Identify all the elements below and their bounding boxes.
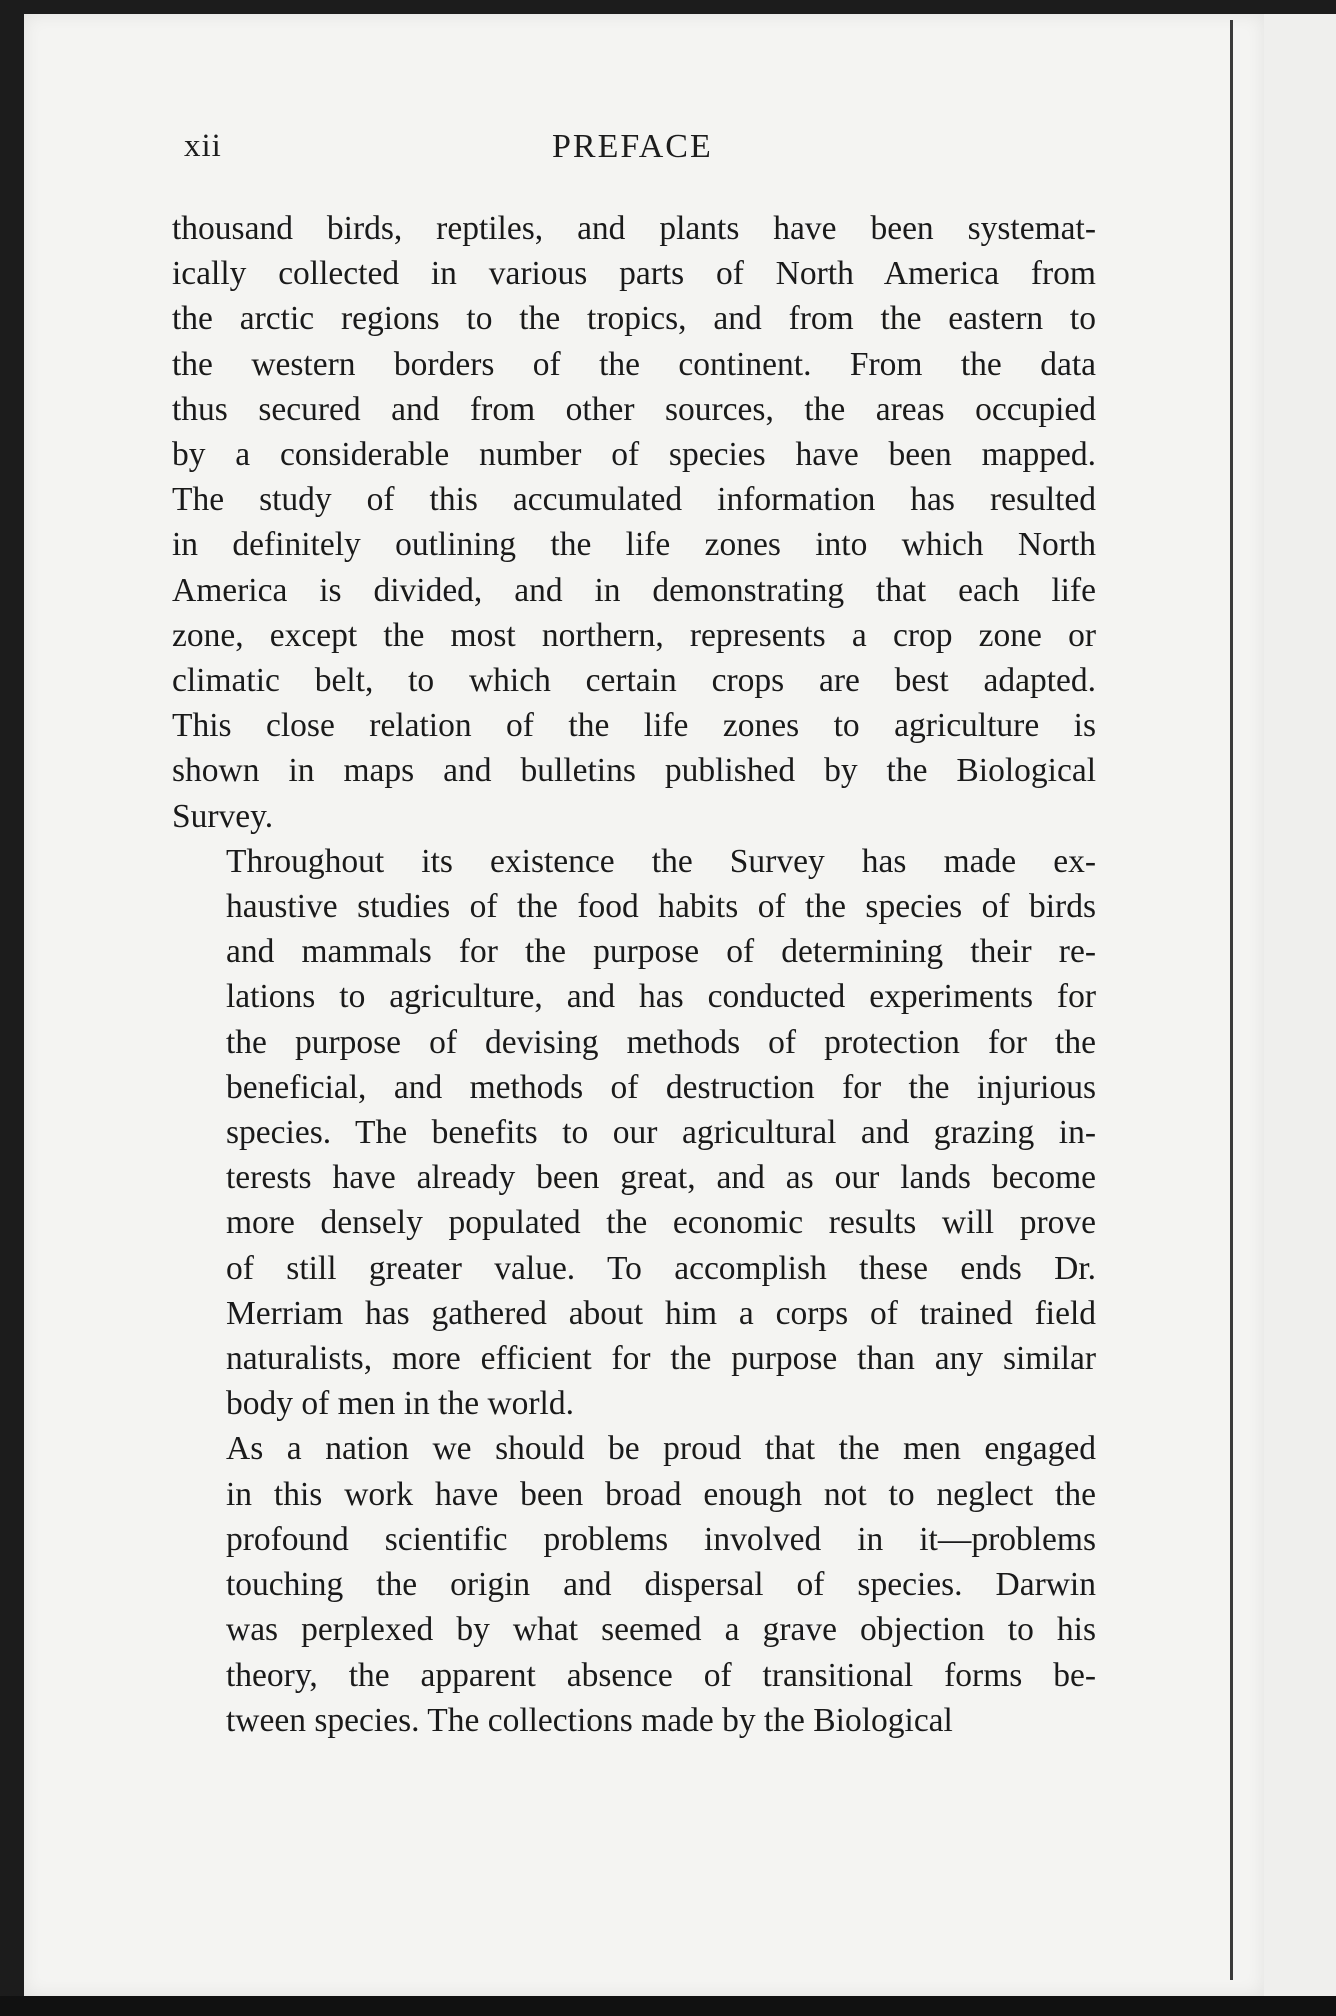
text-line: and mammals for the purpose of determining their re- <box>226 933 1096 971</box>
text-line: tween species. The collections made by the Biological <box>226 1701 953 1739</box>
text-line: Merriam has gathered about him a corps of trained field <box>226 1294 1096 1332</box>
text-line: profound scientific problems involved in it—problems <box>226 1520 1096 1558</box>
text-line: the western borders of the continent. From the data <box>172 345 1096 383</box>
text-line: thousand birds, reptiles, and plants have been systemat- <box>172 210 1096 247</box>
text-line: was perplexed by what seemed a grave objection to his <box>226 1611 1096 1649</box>
paragraph <box>172 839 1096 1427</box>
text-line: haustive studies of the food habits of the species of birds <box>226 888 1096 926</box>
text-line: climatic belt, to which certain crops are best adapted. <box>172 662 1096 700</box>
text-line: naturalists, more efficient for the purpose than any similar <box>226 1340 1096 1378</box>
text-line: in this work have been broad enough not to neglect the <box>226 1475 1096 1513</box>
text-line: the purpose of devising methods of protection for the <box>226 1023 1096 1061</box>
text-line: terests have already been great, and as our lands become <box>226 1159 1096 1197</box>
text-line: in definitely outlining the life zones into which North <box>172 526 1096 564</box>
text-line: America is divided, and in demonstrating that each life <box>172 571 1096 609</box>
page-header <box>184 128 1084 178</box>
text-line: the arctic regions to the tropics, and from the eastern to <box>172 300 1096 338</box>
running-head: PREFACE <box>552 128 713 165</box>
text-line: Survey. <box>172 797 274 835</box>
text-line: shown in maps and bulletins published by the Biological <box>172 752 1096 790</box>
text-line: more densely populated the economic results will prove <box>226 1204 1096 1242</box>
paragraph <box>172 206 1096 839</box>
text-line: body of men in the world. <box>226 1385 574 1423</box>
text-line: theory, the apparent absence of transitional forms be- <box>226 1656 1096 1694</box>
text-line: As a nation we should be proud that the men engaged <box>226 1430 1096 1468</box>
page-number: xii <box>184 128 222 164</box>
text-line: Throughout its existence the Survey has made ex- <box>226 842 1096 880</box>
facing-page-edge <box>1264 14 1336 1996</box>
text-line: lations to agriculture, and has conducted experiments for <box>226 978 1096 1016</box>
text-line: beneficial, and methods of destruction for the injurious <box>226 1068 1096 1106</box>
text-line: thus secured and from other sources, the areas occupied <box>172 390 1096 428</box>
text-line: The study of this accumulated information has resulted <box>172 481 1096 519</box>
text-line: ically collected in various parts of North America from <box>172 255 1096 293</box>
scan-border <box>0 1996 1336 2016</box>
text-line: species. The benefits to our agricultural and grazing in- <box>226 1114 1096 1152</box>
body-text <box>172 206 1096 1743</box>
text-line: by a considerable number of species have been mapped. <box>172 436 1096 474</box>
text-line: This close relation of the life zones to agriculture is <box>172 707 1096 745</box>
text-line: zone, except the most northern, represents a crop zone or <box>172 616 1096 654</box>
text-line: of still greater value. To accomplish these ends Dr. <box>226 1249 1096 1287</box>
text-line: touching the origin and dispersal of species. Darwin <box>226 1566 1096 1604</box>
page-edge-shadow <box>1230 20 1233 1980</box>
paragraph <box>172 1426 1096 1742</box>
